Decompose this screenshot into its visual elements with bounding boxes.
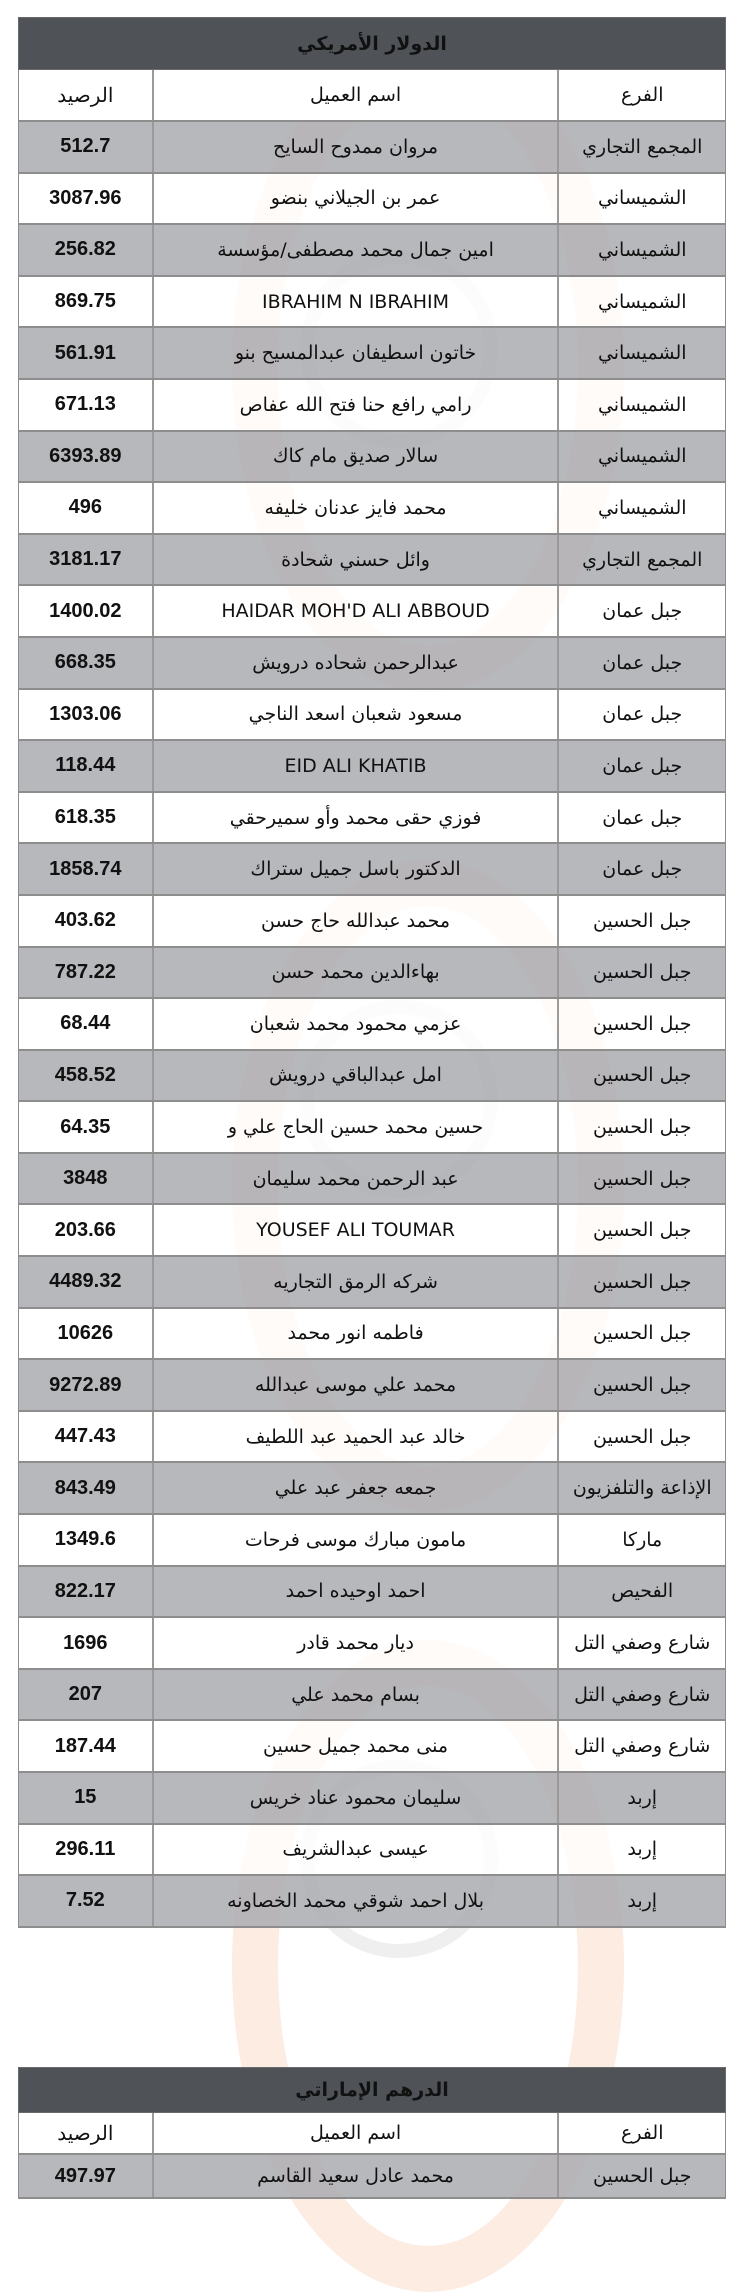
table-row bbox=[18, 999, 726, 1051]
table-row bbox=[18, 948, 726, 1000]
table-row bbox=[18, 896, 726, 948]
balance-cell: 496 bbox=[68, 496, 102, 519]
client-name-cell: جمعه جعفر عبد علي bbox=[152, 1463, 558, 1513]
branch-cell: الإذاعة والتلفزيون bbox=[557, 1463, 725, 1513]
balance-cell: 68.44 bbox=[60, 1012, 111, 1035]
branch-cell: جبل الحسين bbox=[557, 2155, 725, 2197]
branch-cell: جبل عمان bbox=[557, 741, 725, 791]
branch-cell: إربد bbox=[557, 1825, 725, 1875]
table-header-row bbox=[18, 70, 726, 122]
table-row bbox=[18, 1257, 726, 1309]
table-row bbox=[18, 1825, 726, 1877]
table-row bbox=[18, 793, 726, 845]
branch-cell: جبل الحسين bbox=[557, 999, 725, 1049]
branch-cell: ماركا bbox=[557, 1515, 725, 1565]
branch-cell: إربد bbox=[557, 1773, 725, 1823]
branch-cell: الشميساني bbox=[557, 483, 725, 533]
header-branch: الفرع bbox=[557, 70, 725, 120]
branch-cell: جبل الحسين bbox=[557, 896, 725, 946]
table-row bbox=[18, 1360, 726, 1412]
client-name-cell: عزمي محمود محمد شعبان bbox=[152, 999, 558, 1049]
client-name-cell: بسام محمد علي bbox=[152, 1670, 558, 1720]
balance-cell: 458.52 bbox=[54, 1063, 116, 1086]
branch-cell: جبل الحسين bbox=[557, 948, 725, 998]
table-row bbox=[18, 225, 726, 277]
branch-cell: جبل الحسين bbox=[557, 1360, 725, 1410]
table-row bbox=[18, 1205, 726, 1257]
branch-cell: جبل عمان bbox=[557, 844, 725, 894]
branch-cell: جبل الحسين bbox=[557, 1102, 725, 1152]
branch-cell: شارع وصفي التل bbox=[557, 1618, 725, 1668]
client-name-cell: عيسى عبدالشريف bbox=[152, 1825, 558, 1875]
branch-cell: جبل عمان bbox=[557, 690, 725, 740]
client-name-cell: امل عبدالباقي درويش bbox=[152, 1051, 558, 1101]
table-title: الدولار الأمريكي bbox=[18, 17, 726, 70]
branch-cell: جبل الحسين bbox=[557, 1309, 725, 1359]
table-title: الدرهم الإماراتي bbox=[18, 2067, 726, 2113]
balance-cell: 1349.6 bbox=[54, 1528, 116, 1551]
branch-cell: الشميساني bbox=[557, 432, 725, 482]
balance-cell: 296.11 bbox=[55, 1837, 116, 1860]
table-row bbox=[18, 483, 726, 535]
table-row bbox=[18, 328, 726, 380]
client-name-cell: فاطمه انور محمد bbox=[152, 1309, 558, 1359]
table-row bbox=[18, 277, 726, 329]
client-name-cell: YOUSEF ALI TOUMAR bbox=[152, 1205, 558, 1255]
table-row bbox=[18, 638, 726, 690]
header-client-name: اسم العميل bbox=[152, 70, 558, 120]
branch-cell: الشميساني bbox=[557, 328, 725, 378]
balance-cell: 1696 bbox=[63, 1631, 108, 1654]
balance-cell: 3181.17 bbox=[49, 548, 122, 571]
header-client-name: اسم العميل bbox=[152, 2113, 558, 2153]
table-row bbox=[18, 174, 726, 226]
client-name-cell: خاتون اسطيفان عبدالمسيح بنو bbox=[152, 328, 558, 378]
client-name-cell: شركه الرمق التجاريه bbox=[152, 1257, 558, 1307]
branch-cell: جبل الحسين bbox=[557, 1412, 725, 1462]
branch-cell: المجمع التجاري bbox=[557, 535, 725, 585]
table-row bbox=[18, 690, 726, 742]
table-row bbox=[18, 1876, 726, 1928]
table-row bbox=[18, 1773, 726, 1825]
table-row bbox=[18, 1102, 726, 1154]
branch-cell: جبل عمان bbox=[557, 638, 725, 688]
balance-cell: 6393.89 bbox=[49, 444, 122, 467]
client-name-cell: محمد فايز عدنان خليفه bbox=[152, 483, 558, 533]
table-row bbox=[18, 1515, 726, 1567]
table-header-row bbox=[18, 2113, 726, 2155]
header-balance: الرصيد bbox=[57, 84, 114, 107]
table-row bbox=[18, 1051, 726, 1103]
table-row bbox=[18, 2155, 726, 2199]
client-name-cell: محمد علي موسى عبدالله bbox=[152, 1360, 558, 1410]
header-balance: الرصيد bbox=[57, 2122, 114, 2145]
table-body bbox=[18, 122, 726, 1928]
balance-cell: 497.97 bbox=[54, 2164, 116, 2187]
balance-cell: 207 bbox=[68, 1683, 102, 1706]
client-name-cell: عبدالرحمن شحاده درويش bbox=[152, 638, 558, 688]
table-row bbox=[18, 1567, 726, 1619]
table-row bbox=[18, 535, 726, 587]
balance-cell: 203.66 bbox=[54, 1218, 116, 1241]
balance-cell: 1858.74 bbox=[49, 857, 122, 880]
client-name-cell: امين جمال محمد مصطفى/مؤسسة bbox=[152, 225, 558, 275]
client-name-cell: ديار محمد قادر bbox=[152, 1618, 558, 1668]
table-row bbox=[18, 1721, 726, 1773]
branch-cell: الشميساني bbox=[557, 174, 725, 224]
client-name-cell: رامي رافع حنا فتح الله عفاص bbox=[152, 380, 558, 430]
balance-cell: 64.35 bbox=[60, 1115, 111, 1138]
balance-cell: 118.44 bbox=[55, 754, 116, 777]
aed-balances-table bbox=[18, 2067, 726, 2199]
balance-cell: 10626 bbox=[57, 1321, 114, 1344]
table-row bbox=[18, 844, 726, 896]
balance-cell: 822.17 bbox=[54, 1579, 116, 1602]
branch-cell: شارع وصفي التل bbox=[557, 1670, 725, 1720]
table-row bbox=[18, 1154, 726, 1206]
balance-cell: 187.44 bbox=[54, 1734, 116, 1757]
balance-cell: 671.13 bbox=[54, 393, 116, 416]
balance-cell: 1400.02 bbox=[49, 599, 122, 622]
balance-cell: 4489.32 bbox=[49, 1270, 122, 1293]
client-name-cell: عمر بن الجيلاني بنضو bbox=[152, 174, 558, 224]
client-name-cell: خالد عبد الحميد عبد اللطيف bbox=[152, 1412, 558, 1462]
balance-cell: 1303.06 bbox=[49, 702, 122, 725]
client-name-cell: الدكتور باسل جميل ستراك bbox=[152, 844, 558, 894]
branch-cell: الشميساني bbox=[557, 380, 725, 430]
table-row bbox=[18, 586, 726, 638]
header-branch: الفرع bbox=[557, 2113, 725, 2153]
table-row bbox=[18, 122, 726, 174]
client-name-cell: سالار صديق مام كاك bbox=[152, 432, 558, 482]
table-body bbox=[18, 2155, 726, 2199]
balance-cell: 447.43 bbox=[54, 1425, 116, 1448]
table-row bbox=[18, 1412, 726, 1464]
client-name-cell: EID ALI KHATIB bbox=[152, 741, 558, 791]
balance-cell: 403.62 bbox=[54, 909, 116, 932]
table-row bbox=[18, 1670, 726, 1722]
branch-cell: شارع وصفي التل bbox=[557, 1721, 725, 1771]
branch-cell: الفحيص bbox=[557, 1567, 725, 1617]
client-name-cell: بهاءالدين محمد حسن bbox=[152, 948, 558, 998]
client-name-cell: مسعود شعبان اسعد الناجي bbox=[152, 690, 558, 740]
branch-cell: جبل الحسين bbox=[557, 1154, 725, 1204]
balance-cell: 3848 bbox=[63, 1167, 108, 1190]
client-name-cell: مامون مبارك موسى فرحات bbox=[152, 1515, 558, 1565]
table-row bbox=[18, 1618, 726, 1670]
balance-cell: 843.49 bbox=[54, 1476, 116, 1499]
balance-cell: 869.75 bbox=[54, 290, 116, 313]
table-row bbox=[18, 741, 726, 793]
client-name-cell: مروان ممدوح السايح bbox=[152, 122, 558, 172]
table-row bbox=[18, 432, 726, 484]
client-name-cell: محمد عادل سعيد القاسم bbox=[152, 2155, 558, 2197]
branch-cell: جبل عمان bbox=[557, 586, 725, 636]
balance-cell: 561.91 bbox=[54, 341, 116, 364]
balance-cell: 7.52 bbox=[65, 1889, 105, 1912]
client-name-cell: محمد عبدالله حاج حسن bbox=[152, 896, 558, 946]
balance-cell: 256.82 bbox=[54, 238, 116, 261]
client-name-cell: منى محمد جميل حسين bbox=[152, 1721, 558, 1771]
client-name-cell: وائل حسني شحادة bbox=[152, 535, 558, 585]
balance-cell: 3087.96 bbox=[49, 186, 122, 209]
balance-cell: 15 bbox=[74, 1786, 97, 1809]
usd-balances-table bbox=[18, 17, 726, 1928]
branch-cell: جبل عمان bbox=[557, 793, 725, 843]
client-name-cell: حسين محمد حسين الحاج علي و bbox=[152, 1102, 558, 1152]
balance-cell: 787.22 bbox=[54, 960, 116, 983]
branch-cell: جبل الحسين bbox=[557, 1051, 725, 1101]
balance-cell: 9272.89 bbox=[49, 1373, 122, 1396]
branch-cell: جبل الحسين bbox=[557, 1205, 725, 1255]
client-name-cell: IBRAHIM N IBRAHIM bbox=[152, 277, 558, 327]
table-row bbox=[18, 380, 726, 432]
balance-cell: 618.35 bbox=[54, 806, 116, 829]
client-name-cell: سليمان محمود عناد خريس bbox=[152, 1773, 558, 1823]
table-row bbox=[18, 1309, 726, 1361]
client-name-cell: عبد الرحمن محمد سليمان bbox=[152, 1154, 558, 1204]
balance-cell: 512.7 bbox=[60, 135, 111, 158]
branch-cell: جبل الحسين bbox=[557, 1257, 725, 1307]
branch-cell: الشميساني bbox=[557, 225, 725, 275]
balance-cell: 668.35 bbox=[54, 651, 116, 674]
client-name-cell: بلال احمد شوقي محمد الخصاونه bbox=[152, 1876, 558, 1926]
branch-cell: الشميساني bbox=[557, 277, 725, 327]
client-name-cell: HAIDAR MOH'D ALI ABBOUD bbox=[152, 586, 558, 636]
branch-cell: المجمع التجاري bbox=[557, 122, 725, 172]
client-name-cell: فوزي حقى محمد وأو سميرحقي bbox=[152, 793, 558, 843]
client-name-cell: احمد اوحيده احمد bbox=[152, 1567, 558, 1617]
branch-cell: إربد bbox=[557, 1876, 725, 1926]
table-row bbox=[18, 1463, 726, 1515]
